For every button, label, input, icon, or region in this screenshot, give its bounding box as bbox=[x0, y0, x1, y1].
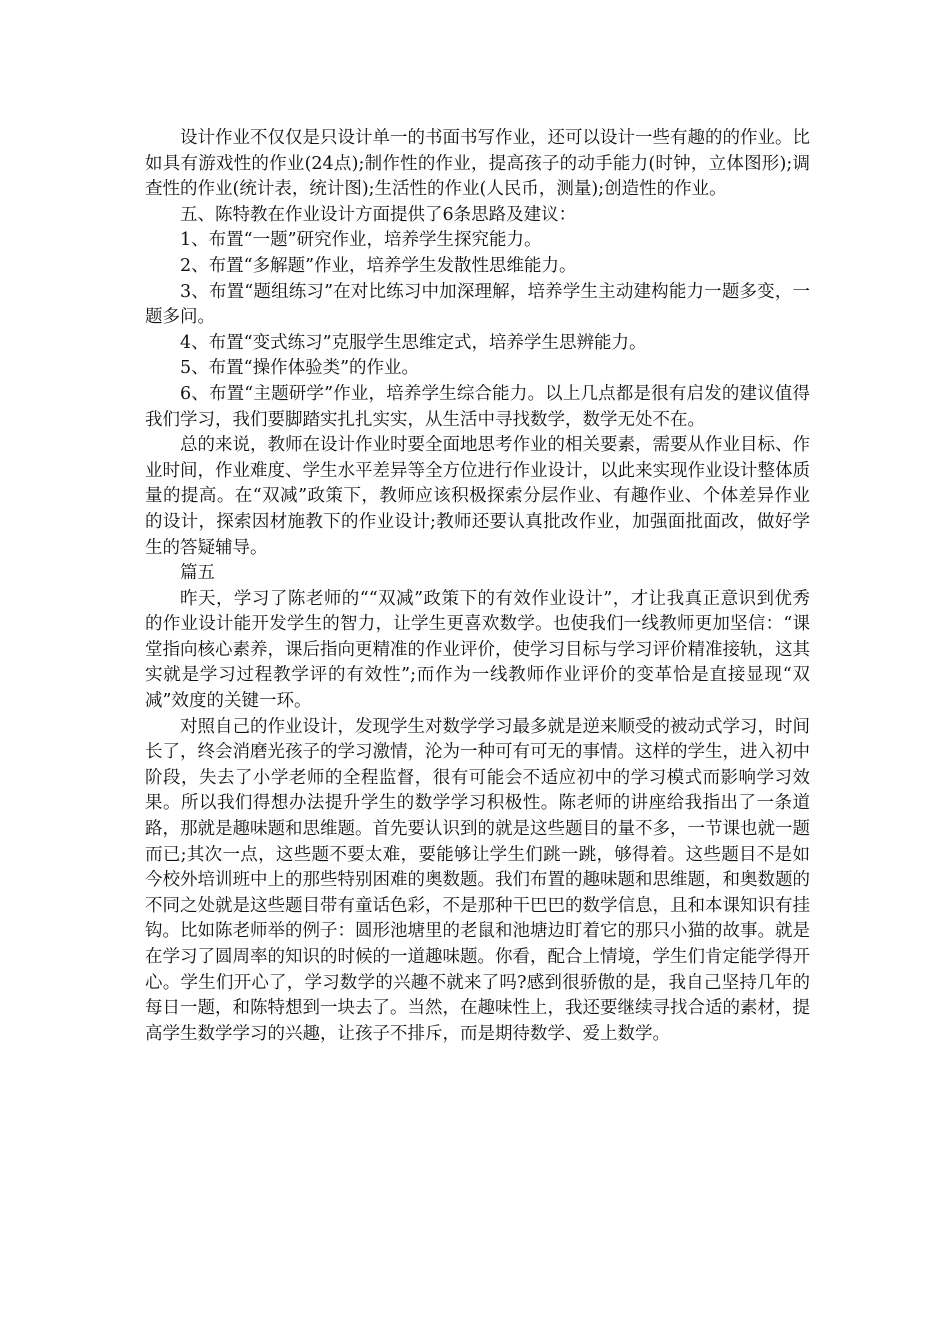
list-item-suggestion-5: 5、布置“操作体验类”的作业。 bbox=[180, 358, 420, 379]
document-body bbox=[145, 126, 810, 1047]
list-item-suggestion-3: 3、布置“题组练习”在对比练习中加深理解，培养学生主动建构能力一题多变，一题多问。 bbox=[145, 281, 810, 328]
list-item-suggestion-6: 6、布置“主题研学”作业，培养学生综合能力。以上几点都是很有启发的建议值得我们学习，我们要脚踏实扎扎实实，从生活中寻找数学，数学无处不在。 bbox=[145, 383, 810, 430]
paragraph-homework-types: 设计作业不仅仅是只设计单一的书面书写作业，还可以设计一些有趣的的作业。比如具有游戏性的作业(24点);制作性的作业，提高孩子的动手能力(时钟，立体图形);调查性的作业(统计表，统计图);生活性的作业(人民币，测量);创造性的作业。 bbox=[145, 128, 810, 200]
list-item-suggestion-1: 1、布置“一题”研究作业，培养学生探究能力。 bbox=[180, 230, 542, 251]
paragraph-reflection-intro: 昨天，学习了陈老师的““双减”政策下的有效作业设计”，才让我真正意识到优秀的作业设计能开发学生的智力，让学生更喜欢数学。也使我们一线教师更加坚信：“课堂指向核心素养，课后指向更精准的作业评价，使学习目标与学习评价精准接轨，这其实就是学习过程教学评的有效性”;而作为一线教师作业评价的变革恰是直接显现“双减”效度的关键一环。 bbox=[145, 588, 810, 712]
paragraph-section-five-heading: 五、陈特教在作业设计方面提供了6条思路及建议： bbox=[180, 204, 577, 225]
list-item-suggestion-2: 2、布置“多解题”作业，培养学生发散性思维能力。 bbox=[180, 255, 577, 276]
list-item-suggestion-4: 4、布置“变式练习”克服学生思维定式，培养学生思辨能力。 bbox=[180, 332, 647, 353]
paragraph-summary: 总的来说，教师在设计作业时要全面地思考作业的相关要素，需要从作业目标、作业时间，作业难度、学生水平差异等全方位进行作业设计，以此来实现作业设计整体质量的提高。在“双减”政策下，教师应该积极探索分层作业、有趣作业、个体差异作业的设计，探索因材施教下的作业设计;教师还要认真批改作业，加强面批面改，做好学生的答疑辅导。 bbox=[145, 435, 810, 558]
section-heading-part-five: 篇五 bbox=[180, 563, 215, 584]
paragraph-reflection-body: 对照自己的作业设计，发现学生对数学学习最多就是逆来顺受的被动式学习，时间长了，终会消磨光孩子的学习激情，沦为一种可有可无的事情。这样的学生，进入初中阶段，失去了小学老师的全程监督，很有可能会不适应初中的学习模式而影响学习效果。所以我们得想办法提升学生的数学学习积极性。陈老师的讲座给我指出了一条道路，那就是趣味题和思维题。首先要认识到的就是这些题目的量不多，一节课也就一题而已;其次一点，这些题不要太难，要能够让学生们跳一跳，够得着。这些题目不是如今校外培训班中上的那些特别困难的奥数题。我们布置的趣味题和思维题，和奥数题的不同之处就是这些题目带有童话色彩，不是那种干巴巴的数学信息，且和本课知识有挂钩。比如陈老师举的例子：圆形池塘里的老鼠和池塘边盯着它的那只小猫的故事。就是在学习了圆周率的知识的时候的一道趣味题。你看，配合上情境，学生们肯定能学得开心。学生们开心了，学习数学的兴趣不就来了吗?感到很骄傲的是，我自己坚持几年的每日一题，和陈特想到一块去了。当然，在趣味性上，我还要继续寻找合适的素材，提高学生数学学习的兴趣，让孩子不排斥，而是期待数学、爱上数学。 bbox=[145, 716, 810, 1044]
